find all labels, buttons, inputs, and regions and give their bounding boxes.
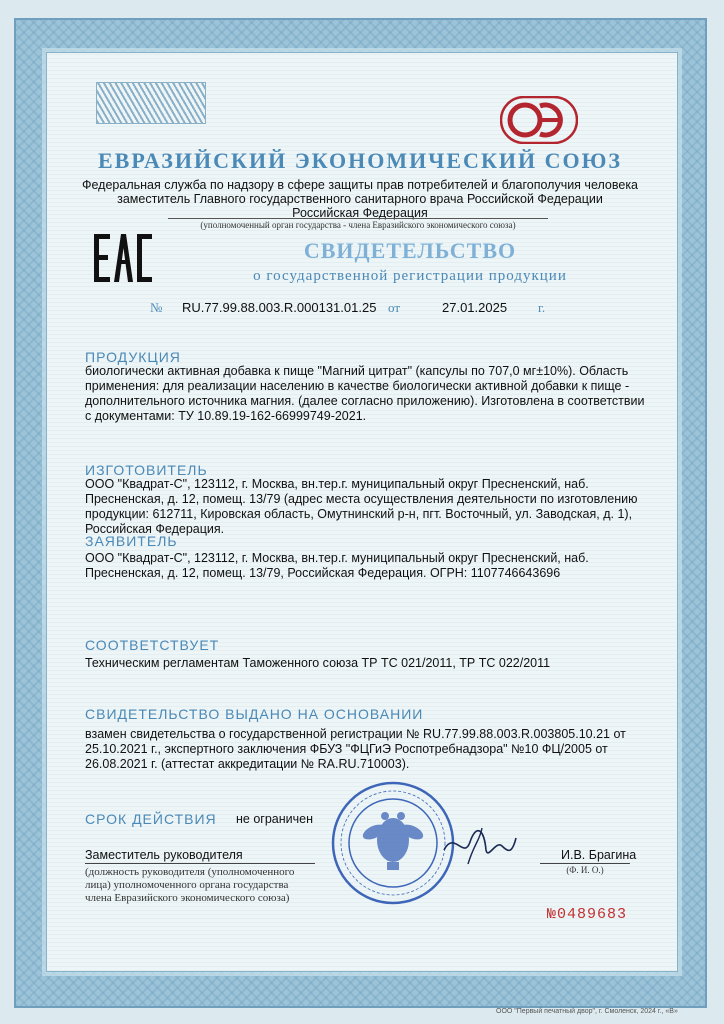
certificate-date: 27.01.2025: [442, 300, 508, 315]
certificate-title: СВИДЕТЕЛЬСТВО: [303, 238, 517, 263]
conformity-text: Техническим регламентам Таможенного союза ТР ТС 021/2011, ТР ТС 022/2011: [85, 656, 551, 670]
authority-line: Российская Федерация: [292, 206, 428, 220]
certificate-subtitle: о государственной регистрации продукции: [253, 268, 567, 284]
number-label: №: [150, 300, 163, 315]
year-suffix: г.: [538, 300, 546, 315]
position-caption: (должность руководителя (уполномоченного лица) уполномоченного органа государства члена Евразийского экономического союза): [85, 863, 315, 905]
authority-caption: (уполномоченный орган государства - члена Евразийского экономического союза): [168, 218, 548, 230]
manufacturer-heading: ИЗГОТОВИТЕЛЬ: [85, 462, 208, 478]
conformity-heading: СООТВЕТСТВУЕТ: [85, 637, 220, 653]
signatory-position: Заместитель руководителя: [85, 848, 243, 862]
basis-heading: СВИДЕТЕЛЬСТВО ВЫДАНО НА ОСНОВАНИИ: [85, 706, 424, 722]
product-heading: ПРОДУКЦИЯ: [85, 349, 181, 365]
sanitary-logo-icon: [500, 96, 578, 144]
printer-note: ООО "Первый печатный двор", г. Смоленск, 2024 г., «В»: [496, 1008, 678, 1015]
authority-line: заместитель Главного государственного санитарного врача Российской Федерации: [117, 192, 603, 206]
security-pattern-box: [96, 82, 206, 124]
applicant-heading: ЗАЯВИТЕЛЬ: [85, 533, 178, 549]
form-serial-number: №0489683: [547, 906, 628, 923]
certificate-number: RU.77.99.88.003.R.000131.01.25: [182, 300, 377, 315]
issuing-authority: [60, 178, 660, 220]
signatory-name: И.В. Брагина: [561, 848, 637, 862]
basis-text: взамен свидетельства о государственной регистрации № RU.77.99.88.003.R.003805.10.21 от 25.10.2021 г., экспертного заключения ФБУЗ "ФЦГиЭ Роспотребнадзора" №10 ФЦ/2005 от 26.08.2021 г. (аттестат аккредитации № RA.RU.710003).: [85, 727, 626, 771]
authority-line: Федеральная служба по надзору в сфере защиты прав потребителей и благополучия человека: [81, 178, 639, 192]
applicant-text: ООО "Квадрат-С", 123112, г. Москва, вн.тер.г. муниципальный округ Пресненский, наб. Пресненская, д. 12, помещ. 13/79, Российская Федерация. ОГРН: 1107746643696: [85, 551, 589, 580]
product-text: биологически активная добавка к пище "Магний цитрат" (капсулы по 707,0 мг±10%). Область применения: для реализации населению в качестве биологически активной добавки к пище - дополнительного источника магния. (далее согласно приложению). Изготовлена в соответствии с документами: ТУ 10.89.19-162-66999749-2021.: [85, 364, 645, 423]
validity-heading: СРОК ДЕЙСТВИЯ: [85, 811, 217, 827]
union-title: ЕВРАЗИЙСКИЙ ЭКОНОМИЧЕСКИЙ СОЮЗ: [97, 148, 623, 173]
manufacturer-text: ООО "Квадрат-С", 123112, г. Москва, вн.тер.г. муниципальный округ Пресненский, наб. Пресненская, д. 12, помещ. 13/79 (адрес места осуществления деятельности по изготовлению продукции: 612711, Кировская область, Омутнинский р-н, пгт. Восточный, ул. Заводская, д. 1), Российская Федерация.: [85, 477, 638, 536]
validity-value: не ограничен: [236, 812, 313, 826]
eac-mark-icon: [92, 230, 154, 286]
signature-icon: [440, 820, 520, 870]
date-from-label: от: [388, 300, 401, 315]
name-caption: (Ф. И. О.): [540, 863, 630, 875]
official-seal-stamp: [330, 780, 456, 906]
